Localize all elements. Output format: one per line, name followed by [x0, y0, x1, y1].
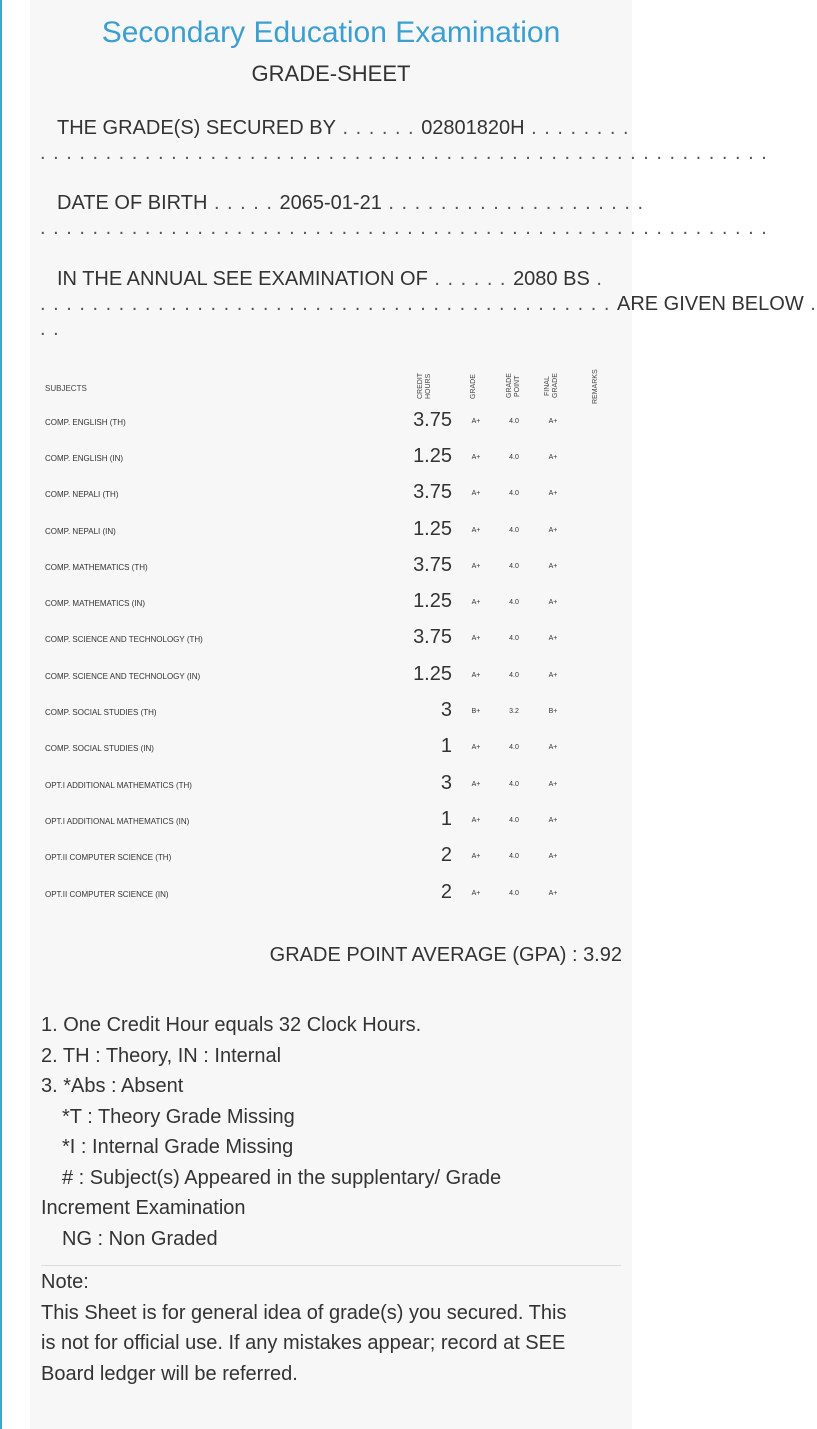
- grade-sheet-heading: GRADE-SHEET: [251, 61, 411, 86]
- table-row: [30, 514, 632, 550]
- grade: A+: [471, 490, 481, 497]
- credit-hours: 1.25: [413, 445, 452, 467]
- grade-point: 4.0: [509, 635, 519, 642]
- grade-point: 4.0: [509, 890, 519, 897]
- grade-point: 4.0: [509, 599, 519, 606]
- final-grade: A+: [548, 490, 558, 497]
- grade-point: 4.0: [509, 817, 519, 824]
- table-row: [30, 659, 632, 695]
- subject-name: COMP. ENGLISH (IN): [45, 454, 124, 463]
- table-row: [30, 441, 632, 477]
- grade-header: GRADE: [470, 374, 477, 400]
- table-row: [30, 586, 632, 622]
- grade-point-header: GRADE POINT: [506, 373, 521, 399]
- table-row: [30, 622, 632, 658]
- grade: A+: [471, 599, 481, 606]
- exam-year: 2080 BS: [513, 268, 590, 290]
- grade-point: 4.0: [509, 454, 519, 461]
- exam-block: IN THE ANNUAL SEE EXAMINATION OF . . . . . . 2080 BS . . . . . . . . . . . . . . . . . . . . . . . . . . . . . . . . . . . . . . . . . . . . . ARE GIVEN BELOW . . .: [40, 268, 817, 340]
- table-row: [30, 840, 632, 876]
- final-grade: A+: [548, 563, 558, 570]
- table-row: [30, 477, 632, 513]
- grade-point: 4.0: [509, 672, 519, 679]
- credit-hours: 1.25: [413, 590, 452, 612]
- divider: [41, 1265, 621, 1266]
- final-grade: A+: [548, 527, 558, 534]
- table-row: [30, 550, 632, 586]
- grade-point: 4.0: [509, 744, 519, 751]
- subject-name: OPT.II COMPUTER SCIENCE (IN): [45, 890, 169, 899]
- grade: A+: [471, 853, 481, 860]
- final-grade: A+: [548, 853, 558, 860]
- note-abs: 3. *Abs : Absent: [41, 1075, 184, 1097]
- given-below-text: ARE GIVEN BELOW: [616, 293, 804, 315]
- grade: A+: [471, 781, 481, 788]
- subject-name: COMP. SOCIAL STUDIES (IN): [45, 744, 154, 753]
- grade: A+: [471, 672, 481, 679]
- table-row: [30, 768, 632, 804]
- credit-hours: 1.25: [413, 518, 452, 540]
- grade: A+: [471, 744, 481, 751]
- dob-label: DATE OF BIRTH: [57, 192, 208, 214]
- final-grade: A+: [548, 744, 558, 751]
- final-grade: A+: [548, 635, 558, 642]
- credit-hours: 3: [440, 772, 452, 794]
- table-row: [30, 877, 632, 913]
- subjects-header: SUBJECTS: [45, 384, 87, 393]
- grade: A+: [471, 563, 481, 570]
- subject-name: COMP. ENGLISH (TH): [45, 418, 126, 427]
- subject-name: COMP. NEPALI (TH): [45, 490, 119, 499]
- credit-hours: 3.75: [413, 554, 452, 576]
- grade: A+: [471, 635, 481, 642]
- grade: A+: [471, 817, 481, 824]
- subject-name: COMP. NEPALI (IN): [45, 527, 116, 536]
- grade-sheet: [30, 0, 817, 1429]
- dob-value: 2065-01-21: [279, 192, 382, 214]
- note-theory-missing: *T : Theory Grade Missing: [62, 1105, 295, 1128]
- subject-name: OPT.II COMPUTER SCIENCE (TH): [45, 853, 172, 862]
- final-grade: A+: [548, 890, 558, 897]
- subject-name: COMP. SCIENCE AND TECHNOLOGY (IN): [45, 672, 201, 681]
- legend-notes: [41, 1010, 625, 1254]
- subject-name: OPT.I ADDITIONAL MATHEMATICS (TH): [45, 781, 192, 790]
- gpa-label: GRADE POINT AVERAGE (GPA) :: [269, 944, 578, 966]
- gpa-line: [270, 944, 622, 967]
- final-grade: B+: [548, 708, 558, 715]
- note-internal-missing: *I : Internal Grade Missing: [62, 1136, 294, 1158]
- subject-name: COMP. SCIENCE AND TECHNOLOGY (TH): [45, 635, 203, 644]
- final-grade: A+: [548, 817, 558, 824]
- note-credit-hour: 1. One Credit Hour equals 32 Clock Hours.: [41, 1014, 422, 1036]
- grade-point: 4.0: [509, 853, 519, 860]
- note-supplementary-cont: Increment Examination: [41, 1197, 246, 1219]
- grade-point: 3.2: [509, 708, 519, 715]
- subject-name: COMP. MATHEMATICS (IN): [45, 599, 145, 608]
- subject-name: COMP. MATHEMATICS (TH): [45, 563, 148, 572]
- gpa-value: 3.92: [583, 944, 622, 966]
- left-accent-rule: [0, 0, 2, 1429]
- symbol-number: 02801820H: [421, 117, 525, 139]
- grade: B+: [471, 708, 481, 715]
- exam-title: Secondary Education Examination: [101, 16, 561, 49]
- note-th-in: 2. TH : Theory, IN : Internal: [41, 1044, 282, 1067]
- subject-name: COMP. SOCIAL STUDIES (TH): [45, 708, 157, 717]
- subject-name: OPT.I ADDITIONAL MATHEMATICS (IN): [45, 817, 190, 826]
- grade: A+: [471, 527, 481, 534]
- final-grade: A+: [548, 599, 558, 606]
- final-grade-header: FINAL GRADE: [544, 373, 559, 399]
- table-row: [30, 731, 632, 767]
- credit-hours: 1.25: [413, 663, 452, 685]
- remarks-header: REMARKS: [592, 369, 599, 405]
- exam-label: IN THE ANNUAL SEE EXAMINATION OF: [57, 268, 428, 290]
- note-supplementary: # : Subject(s) Appeared in the supplentary/ Grade: [62, 1166, 502, 1189]
- grade: A+: [471, 418, 481, 425]
- disclaimer-note: [41, 1267, 625, 1389]
- final-grade: A+: [548, 672, 558, 679]
- table-row: [30, 804, 632, 840]
- credit-hours: 2: [440, 844, 452, 866]
- final-grade: A+: [548, 454, 558, 461]
- grade: A+: [471, 454, 481, 461]
- credit-hours: 1: [440, 808, 452, 830]
- secured-by-block: THE GRADE(S) SECURED BY . . . . . . 02801820H . . . . . . . . . . . . . . . . . . . . . . . . . . . . . . . . . . . . . . . . . . . . . . . . . . . . . . . . . . . . . . . .: [40, 117, 768, 164]
- grade-point: 4.0: [509, 490, 519, 497]
- grade-point: 4.0: [509, 527, 519, 534]
- credit-hours: 2: [440, 881, 452, 903]
- date-of-birth-block: DATE OF BIRTH . . . . . 2065-01-21 . . . . . . . . . . . . . . . . . . . . . . . . . . . . . . . . . . . . . . . . . . . . . . . . . . . . . . . . . . . . . . . . . . . . . . . . . . . .: [40, 192, 768, 239]
- final-grade: A+: [548, 418, 558, 425]
- grade-point: 4.0: [509, 781, 519, 788]
- credit-hours: 3: [440, 699, 452, 721]
- note-line-3: Board ledger will be referred.: [41, 1362, 298, 1385]
- note-heading: Note:: [41, 1271, 89, 1293]
- grade-point: 4.0: [509, 563, 519, 570]
- grade-point: 4.0: [509, 418, 519, 425]
- credit-hours: 3.75: [413, 626, 452, 648]
- grade: A+: [471, 890, 481, 897]
- final-grade: A+: [548, 781, 558, 788]
- note-non-graded: NG : Non Graded: [62, 1227, 218, 1250]
- note-line-2: is not for official use. If any mistakes appear; record at SEE: [41, 1332, 566, 1354]
- table-row: [30, 695, 632, 731]
- table-row: [30, 405, 632, 441]
- credit-hours: 1: [440, 735, 452, 757]
- credit-hours: 3.75: [413, 409, 452, 431]
- credit-hours-header: CREDIT HOURS: [417, 372, 432, 400]
- credit-hours: 3.75: [413, 481, 452, 503]
- secured-by-label: THE GRADE(S) SECURED BY: [57, 117, 336, 139]
- note-line-1: This Sheet is for general idea of grade(s) you secured. This: [41, 1301, 567, 1324]
